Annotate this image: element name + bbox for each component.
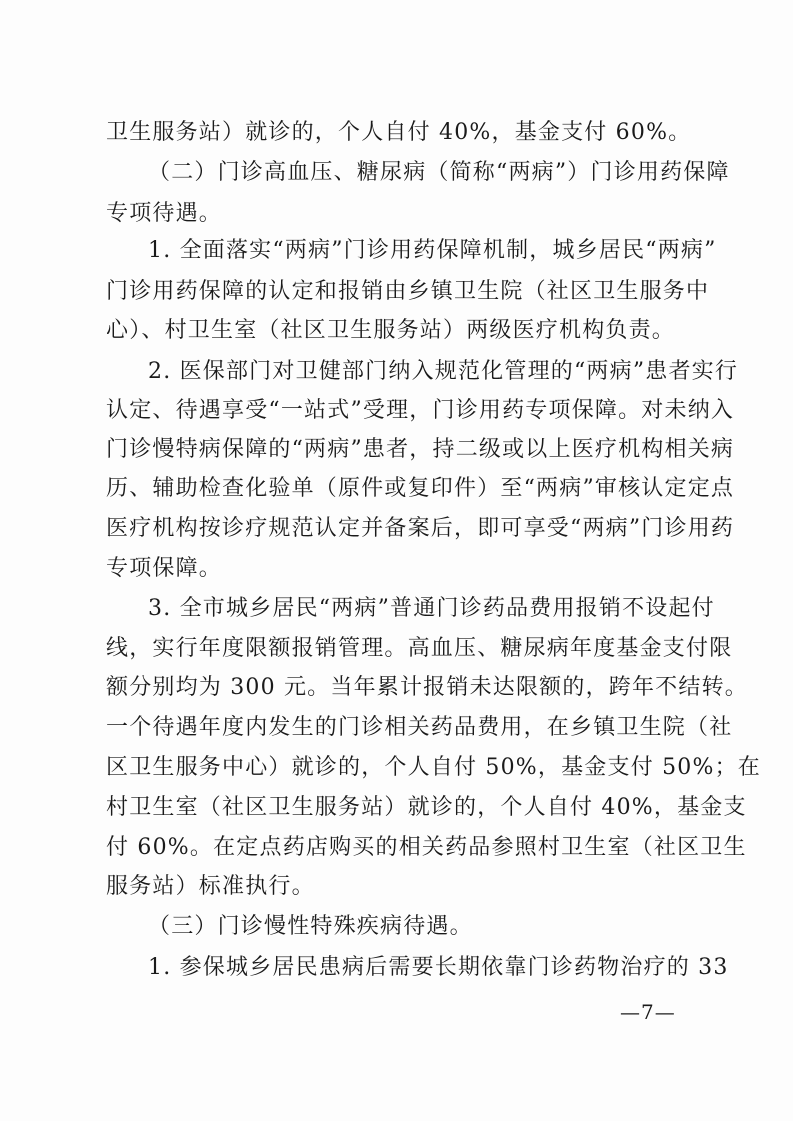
text-line: 门诊慢特病保障的“两病”患者，持二级或以上医疗机构相关病 — [106, 437, 735, 462]
text-line: 额分别均为 300 元。当年累计报销未达限额的，跨年不结转。 — [106, 675, 748, 700]
text-line: 历、辅助检查化验单（原件或复印件）至“两病”审核认定定点 — [106, 476, 735, 501]
text-line: 认定、待遇享受“一站式”受理，门诊用药专项保障。对未纳入 — [106, 398, 735, 423]
text-line: 心）、村卫生室（社区卫生服务站）两级医疗机构负责。 — [106, 318, 676, 343]
page-number: —7— — [620, 1000, 676, 1024]
text-line: 线，实行年度限额报销管理。高血压、糖尿病年度基金支付限 — [106, 636, 733, 661]
text-line: 一个待遇年度内发生的门诊相关药品费用，在乡镇卫生院（社 — [106, 715, 733, 740]
text-line: 门诊用药保障的认定和报销由乡镇卫生院（社区卫生服务中 — [106, 279, 710, 304]
section-heading: （二）门诊高血压、糖尿病（简称“两病”）门诊用药保障 — [148, 160, 730, 185]
text-line: 服务站）标准执行。 — [106, 874, 315, 899]
text-line: 2. 医保部门对卫健部门纳入规范化管理的“两病”患者实行 — [148, 359, 739, 384]
section-heading: （三）门诊慢性特殊疾病待遇。 — [148, 914, 473, 939]
text-line: 区卫生服务中心）就诊的，个人自付 50%，基金支付 50%；在 — [106, 755, 761, 780]
text-line: 村卫生室（社区卫生服务站）就诊的，个人自付 40%，基金支 — [106, 795, 747, 820]
text-line: 3. 全市城乡居民“两病”普通门诊药品费用报销不设起付 — [148, 596, 715, 621]
text-line: 1. 全面落实“两病”门诊用药保障机制，城乡居民“两病” — [148, 238, 717, 263]
text-line: 付 60%。在定点药店购买的相关药品参照村卫生室（社区卫生 — [106, 835, 747, 860]
text-line: 卫生服务站）就诊的，个人自付 40%，基金支付 60%。 — [106, 120, 692, 145]
text-line: 专项待遇。 — [106, 201, 223, 226]
text-line: 专项保障。 — [106, 556, 223, 581]
text-line: 医疗机构按诊疗规范认定并备案后，即可享受“两病”门诊用药 — [106, 516, 735, 541]
text-line: 1. 参保城乡居民患病后需要长期依靠门诊药物治疗的 33 — [148, 955, 729, 980]
